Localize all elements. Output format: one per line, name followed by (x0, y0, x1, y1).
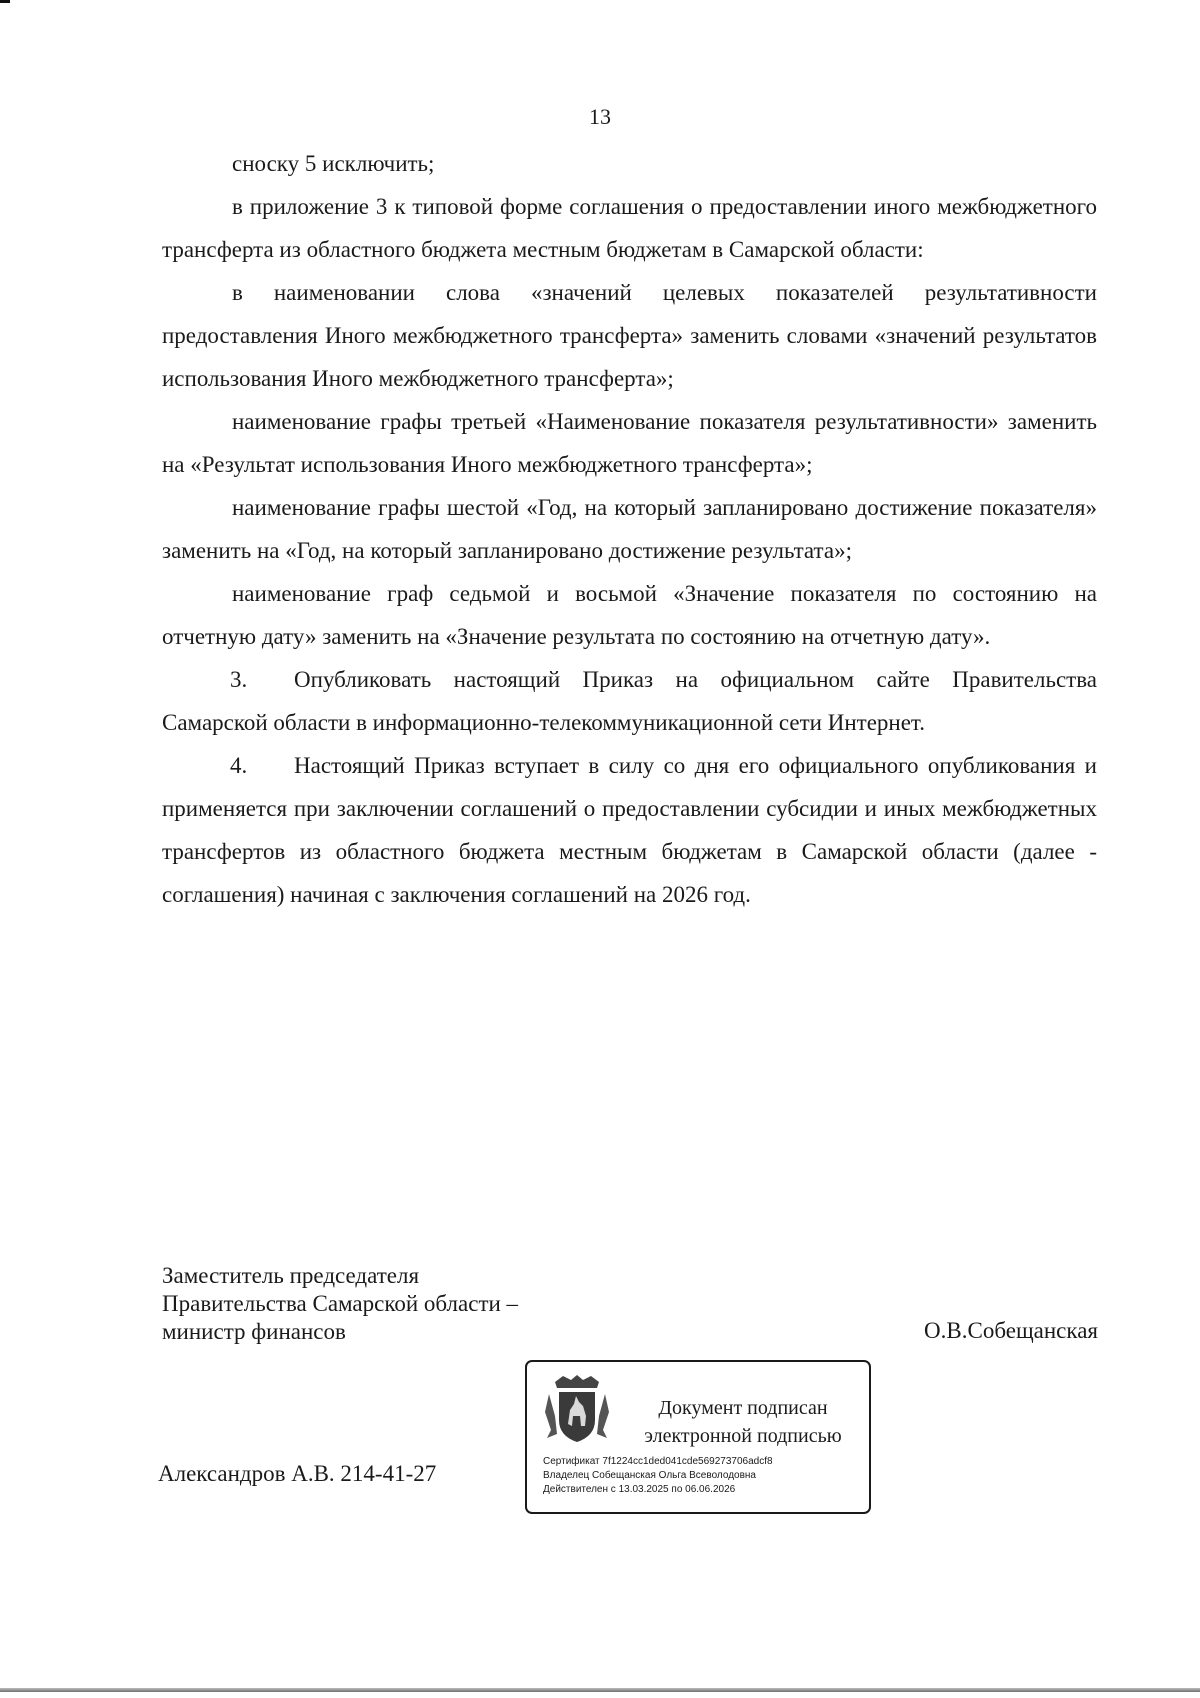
stamp-title-line: Документ подписан (658, 1397, 828, 1419)
paragraph: в наименовании слова «значений целевых показателей результативности предоставления Иного межбюджетного трансферта» заменить словами «значений результатов использования Иного межбюджетного трансферта»; (162, 280, 1097, 391)
position-line: Заместитель председателя (162, 1263, 420, 1288)
numbered-item (162, 744, 1097, 916)
stamp-owner: Владелец Собещанская Ольга Всеволодовна (543, 1470, 756, 1481)
stamp-details (543, 1455, 868, 1497)
stamp-certificate: Сертификат 7f1224cc1ded041cde569273706adcf8 (543, 1456, 773, 1467)
executor-contact: Александров А.В. 214-41-27 (158, 1461, 437, 1486)
paragraph: наименование графы третьей «Наименование показателя результативности» заменить на «Результат использования Иного межбюджетного трансферта»; (162, 409, 1097, 477)
paragraph: наименование графы шестой «Год, на который запланировано достижение показателя» заменить на «Год, на который запланировано достижение результата»; (162, 495, 1097, 563)
paragraph: в приложение 3 к типовой форме соглашения о предоставлении иного межбюджетного трансферта из областного бюджета местным бюджетам в Самарской области: (162, 194, 1097, 262)
item-text: Опубликовать настоящий Приказ на официальном сайте Правительства Самарской области в информационно-телекоммуникационной сети Интернет. (162, 667, 1097, 735)
stamp-title (619, 1394, 867, 1450)
position-line: министр финансов (162, 1319, 346, 1344)
item-number: 3. (230, 667, 248, 692)
item-text: Настоящий Приказ вступает в силу со дня его официального опубликования и применяется при заключении соглашений о предоставлении субсидии и иных межбюджетных трансфертов из областного бюджета местным бюджетам в Самарской области (далее - соглашения) начиная с заключения соглашений на 2026 год. (162, 753, 1097, 907)
paragraph: сноску 5 исключить; (232, 151, 435, 176)
samara-coat-of-arms-icon (543, 1372, 611, 1446)
signatory-name: О.В.Собещанская (924, 1318, 1098, 1343)
document-body (162, 142, 1097, 916)
page-number: 13 (589, 104, 611, 129)
item-number: 4. (230, 753, 248, 778)
scan-bottom-edge (0, 1688, 1200, 1692)
e-signature-stamp (525, 1360, 871, 1514)
position-line: Правительства Самарской области – (162, 1291, 519, 1316)
stamp-title-line: электронной подписью (644, 1425, 842, 1447)
signatory-position (162, 1262, 518, 1346)
stamp-validity: Действителен с 13.03.2025 по 06.06.2026 (543, 1484, 736, 1495)
scan-corner-mark (0, 0, 10, 3)
numbered-item (162, 658, 1097, 744)
paragraph: наименование граф седьмой и восьмой «Значение показателя по состоянию на отчетную дату» заменить на «Значение результата по состоянию на отчетную дату». (162, 581, 1097, 649)
